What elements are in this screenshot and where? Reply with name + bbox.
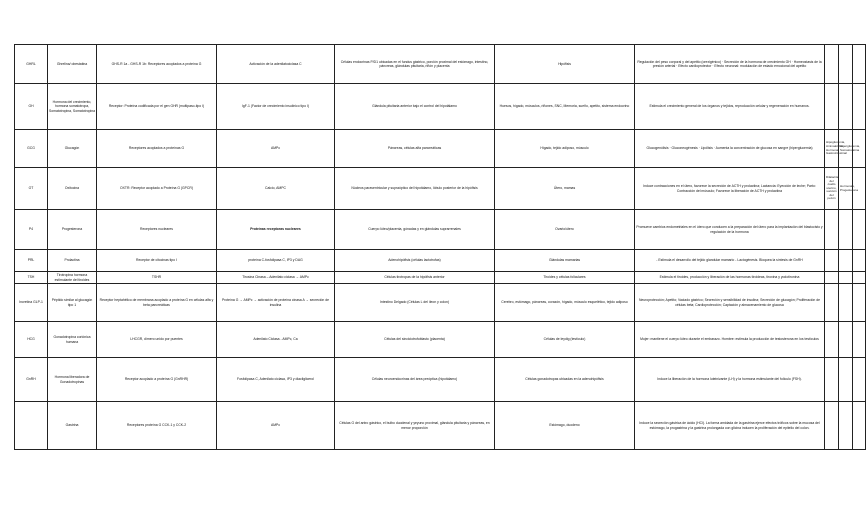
table-row: [15, 322, 866, 358]
table-row: [15, 45, 866, 84]
extra-note-2-cell: [839, 250, 853, 272]
empty-cell: [853, 210, 866, 250]
hormone-code-cell: GH: [15, 84, 48, 130]
hormone-code-cell: OT: [15, 168, 48, 210]
target-cell: Estómago, duodeno: [495, 402, 635, 450]
effect-cell: Estimula el crecimiento general de los órganos y tejidos, reproducción celular y regeneración en humanos.: [635, 84, 825, 130]
extra-note-2-cell: [839, 210, 853, 250]
hormone-code-cell: TSH: [15, 272, 48, 284]
extra-note-2-cell: [839, 272, 853, 284]
empty-cell: [853, 358, 866, 402]
table-row: [15, 402, 866, 450]
hormone-code-cell: Incretina GLP-1: [15, 284, 48, 322]
effect-cell: Induce contracciones en el útero, favorece la secreción de ACTH y prolactina; Lactancia: Eyección de leche; Parto: Contracción del músculo; Favorece la liberación de ACTH y prolactina: [635, 168, 825, 210]
source-cell: Glándula pituitaria anterior bajo el control del hipotálamo: [335, 84, 495, 130]
target-cell: Ovario/útero: [495, 210, 635, 250]
signal-cell: IgF-1 (Factor de crecimiento insulínico tipo I): [217, 84, 335, 130]
hormone-name-cell: Hormona liberadora de Gonadotropinas: [48, 358, 97, 402]
source-cell: Páncreas, células alfa pancreáticas: [335, 130, 495, 168]
effect-cell: Neuroprotección; Apetito; Vaciado gástrico; Secreción y sensibilidad de insulina; Secreción de glucagón; Proliferación de células beta; Cardioprotección; Captación y almacenamiento de glucosa: [635, 284, 825, 322]
extra-note-2-cell: [839, 358, 853, 402]
extra-note-2-cell: [839, 284, 853, 322]
table-row: [15, 130, 866, 168]
effect-cell: Induce la secreción gástrica de ácido (HCl). La forma amidada de la gastrina ejerce efectos tróficos sobre la mucosa del estómago, la progastrina y la gastrina prolongada con glicina inducen la proliferación del epitelio del colon.: [635, 402, 825, 450]
extra-note-1-cell: [825, 84, 839, 130]
table-row: [15, 168, 866, 210]
empty-cell: [853, 45, 866, 84]
hormone-name-cell: Hormona del crecimiento, hormona somatotropa, Somatotropina, Somatotropina: [48, 84, 97, 130]
empty-cell: [853, 402, 866, 450]
target-cell: Hipófisis: [495, 45, 635, 84]
table-body: [15, 45, 866, 450]
source-cell: Núcleos paraventricular y supraóptico del hipotálamo, lóbulo posterior de la hipófisis: [335, 168, 495, 210]
receptor-cell: Receptores acoplados a proteínas G: [97, 130, 217, 168]
receptor-cell: Receptor: Proteína codificada por el gen GHR (multipaso-tipo I): [97, 84, 217, 130]
table-row: [15, 284, 866, 322]
empty-cell: [853, 84, 866, 130]
extra-note-1-cell: [825, 210, 839, 250]
hormone-name-cell: Oxitocina: [48, 168, 97, 210]
hormone-code-cell: HCG: [15, 322, 48, 358]
hormone-code-cell: [15, 402, 48, 450]
hormone-code-cell: P4: [15, 210, 48, 250]
hormone-name-cell: Gonadotropina coriónica humana: [48, 322, 97, 358]
extra-note-2-cell: [839, 322, 853, 358]
extra-note-1-cell: [825, 250, 839, 272]
hormone-code-cell: GnRH: [15, 358, 48, 402]
target-cell: Células gonadotropas ubicadas en la adenohipófisis: [495, 358, 635, 402]
target-cell: Glándulas mamarias: [495, 250, 635, 272]
extra-note-2-cell: Hiperglucemia, Somatostatina: [839, 130, 853, 168]
hormone-name-cell: Progesterona: [48, 210, 97, 250]
extra-note-2-cell: [839, 45, 853, 84]
hormone-name-cell: Péptido similar al glucagón tipo 1: [48, 284, 97, 322]
signal-cell: Fosfolipasa C, Adenilato ciclasa, IP3 y diacilglicerol: [217, 358, 335, 402]
hormone-name-cell: Gastrina: [48, 402, 97, 450]
extra-note-1-cell: [825, 284, 839, 322]
hormone-table: [14, 44, 866, 450]
source-cell: Células neuroendocrinas del área preóptica (hipotálamo): [335, 358, 495, 402]
table-row: [15, 272, 866, 284]
receptor-cell: Receptores nucleares: [97, 210, 217, 250]
signal-cell: AMPc: [217, 130, 335, 168]
receptor-cell: LHCGR, dímero unido por puentes: [97, 322, 217, 358]
target-cell: Huesos, hígado, músculos, riñones, SNC, Memoria, sueño, apetito, sistema endocrino: [495, 84, 635, 130]
effect-cell: Estimula el tiroides, producción y liberación de las hormonas tiroideas, tiroxina y yodotironina: [635, 272, 825, 284]
extra-note-1-cell: Dilatación del cuello uterino, succión del pezón: [825, 168, 839, 210]
effect-cell: Promueve cambios endometriales en el útero que conducen a la preparación del útero para la implantación del blastocisto y regulación de la hormona: [635, 210, 825, 250]
hormone-code-cell: GCG: [15, 130, 48, 168]
target-cell: Tiroides y células foliculares: [495, 272, 635, 284]
effect-cell: Regulación del peso corporal y del apetito (orexigénico) · Secreción de la hormona de crecimiento GH · Homeostasis de la presión arterial · Efecto cardioprotector · Efecto neuronal: modulación de estado emocional del apetito: [635, 45, 825, 84]
signal-cell: Activación de la adenilatociclasa C: [217, 45, 335, 84]
source-cell: Células G del antro gástrico, el bulbo duodenal y yeyuno proximal, glándula pituitaria y páncreas, en menor proporción: [335, 402, 495, 450]
hormone-name-cell: Prolactina: [48, 250, 97, 272]
source-cell: Células del sinciciotrofoblasto (placenta): [335, 322, 495, 358]
hormone-code-cell: GHRL: [15, 45, 48, 84]
source-cell: Células endocrinas P/D1 ubicadas en el fundus gástrico, porción proximal del estómago, intestino, páncreas, glándulas pituitaria, riñón y placenta: [335, 45, 495, 84]
table-row: [15, 358, 866, 402]
extra-note-1-cell: [825, 45, 839, 84]
extra-note-2-cell: [839, 84, 853, 130]
signal-cell: Adenilato Ciclasa - AMPc, Ca: [217, 322, 335, 358]
source-cell: Intestino Delgado (Células L del íleon y colon): [335, 284, 495, 322]
target-cell: Hígado, tejido adiposo, músculo: [495, 130, 635, 168]
receptor-cell: Receptor acoplado a proteína G (GnRHR): [97, 358, 217, 402]
signal-cell: AMPc: [217, 402, 335, 450]
empty-cell: [853, 250, 866, 272]
hormone-name-cell: Ghrelina/ obestatina: [48, 45, 97, 84]
extra-note-1-cell: [825, 322, 839, 358]
receptor-cell: GHS-R 1a - GHS-R 1b: Receptores acoplados a proteína G: [97, 45, 217, 84]
empty-cell: [853, 322, 866, 358]
signal-cell: Proteína G → AMPc → activación de proteína cinasa A → secreción de insulina: [217, 284, 335, 322]
table-row: [15, 250, 866, 272]
hormone-name-cell: Tirotropina hormona estimulante del tiroides: [48, 272, 97, 284]
extra-note-2-cell: [839, 402, 853, 450]
effect-cell: - Estimula el desarrollo del tejido glandular mamario - Lactogénesis. Bloquea la síntesis de GnRH: [635, 250, 825, 272]
receptor-cell: Receptor heptahélico de membrana acoplado a proteína G en células alfa y beta pancreáticas: [97, 284, 217, 322]
empty-cell: [853, 284, 866, 322]
signal-cell: Tirosina Cinasa – Adenilato ciclasa → AMPc: [217, 272, 335, 284]
source-cell: Células tirotropas de la hipófisis anterior: [335, 272, 495, 284]
extra-note-1-cell: Hipoglucemia, Aminoácidos, Hormona Gastrointestinal: [825, 130, 839, 168]
target-cell: Útero, mamas: [495, 168, 635, 210]
signal-cell: proteína C-fosfolipasa C, IP3 y DAG: [217, 250, 335, 272]
source-cell: Adenohipófisis (células lactotrofas): [335, 250, 495, 272]
table-row: [15, 84, 866, 130]
source-cell: Cuerpo lúteo/placenta, gónadas y en glándulas suprarrenales: [335, 210, 495, 250]
receptor-cell: TSHR: [97, 272, 217, 284]
extra-note-2-cell: Hormonas, Progesterona: [839, 168, 853, 210]
target-cell: Células de leydig (testículo): [495, 322, 635, 358]
receptor-cell: Receptores proteína G CCK-1 y CCK-2: [97, 402, 217, 450]
hormone-name-cell: Glucagón: [48, 130, 97, 168]
signal-cell: Proteínas receptoras nucleares: [217, 210, 335, 250]
effect-cell: Induce la liberación de la hormona luteinizante (LH) y la hormona estimulante del folículo (FSH).: [635, 358, 825, 402]
hormone-code-cell: PRL: [15, 250, 48, 272]
signal-cell: Calcio, AMPC: [217, 168, 335, 210]
extra-note-1-cell: [825, 358, 839, 402]
empty-cell: [853, 272, 866, 284]
target-cell: Cerebro, estómago, páncreas, corazón, hígado, músculo esquelético, tejido adiposo: [495, 284, 635, 322]
receptor-cell: OXTR: Receptor acoplado a Proteína G (GPCR): [97, 168, 217, 210]
extra-note-1-cell: [825, 402, 839, 450]
table-row: [15, 210, 866, 250]
effect-cell: Glucogenólisis · Gluconeogénesis · Lipólisis · Aumenta la concentración de glucosa en sangre (hiperglucemia): [635, 130, 825, 168]
extra-note-1-cell: [825, 272, 839, 284]
receptor-cell: Receptor de citocinas tipo I: [97, 250, 217, 272]
effect-cell: Mujer: mantiene el cuerpo lúteo durante el embarazo. Hombre: estimula la producción de testosterona en los testículos: [635, 322, 825, 358]
